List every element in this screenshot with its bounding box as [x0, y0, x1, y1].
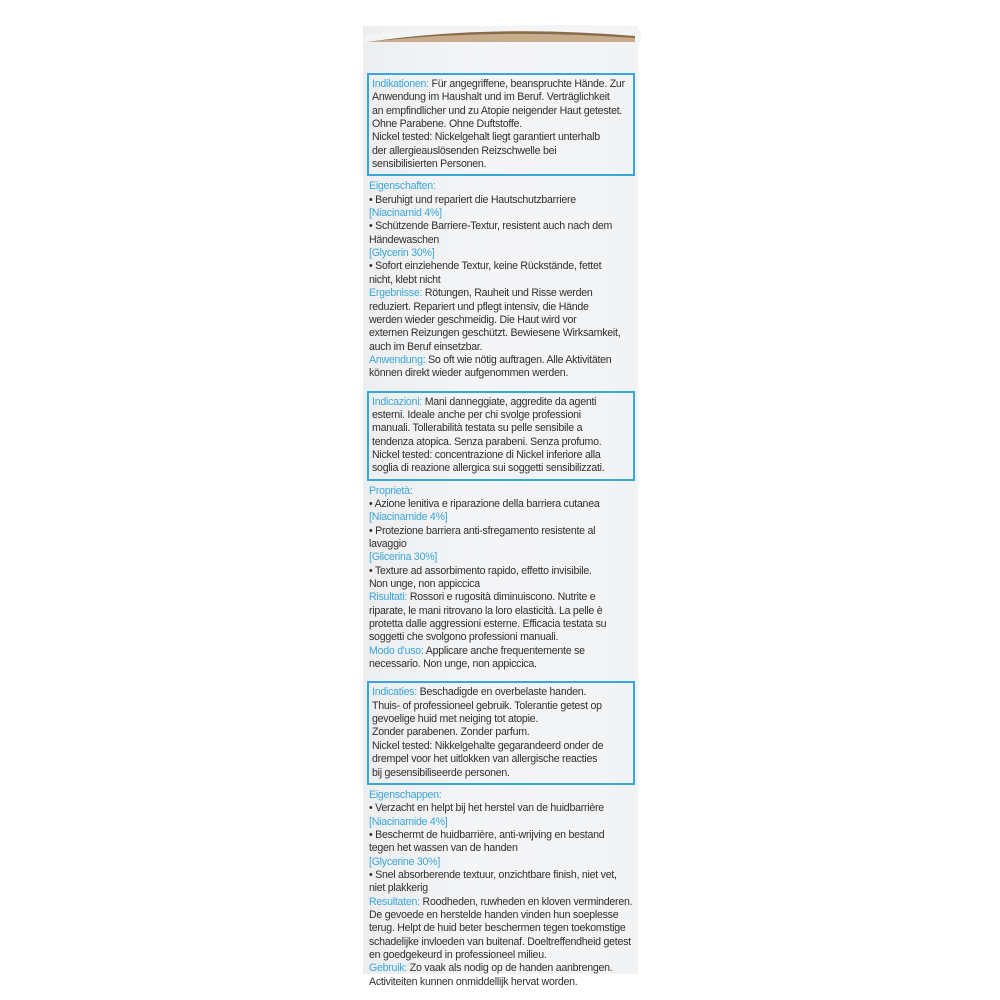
- text-line: werden wieder geschmeidig. Die Haut wird vor: [369, 313, 577, 326]
- section-label: [Glycerin 30%]: [369, 247, 435, 260]
- text-line: [369, 485, 633, 498]
- section-label: [Niacinamide 4%]: [369, 511, 448, 524]
- package-text: [367, 73, 635, 999]
- section-label: Eigenschappen:: [369, 788, 442, 801]
- text-line: • Protezione barriera anti-sfregamento resistente al: [369, 524, 596, 537]
- text-line: Activiteiten kunnen onmiddellijk hervat worden.: [369, 975, 578, 988]
- text-line: tegen het wassen van de handen: [369, 842, 518, 855]
- text-line: • Beschermt de huidbarrière, anti-wrijving en bestand: [369, 828, 605, 841]
- text-line: externen Reizungen geschützt. Bewiesene Wirksamkeit,: [369, 327, 621, 340]
- text-line: gevoelige huid met neiging tot atopie.: [372, 713, 539, 726]
- line-text: Für angegriffene, beanspruchte Hände. Zur: [431, 78, 625, 90]
- section-label: [Glicerina 30%]: [369, 551, 438, 564]
- section-label: Risultati:: [369, 591, 408, 604]
- text-line: • Azione lenitiva e riparazione della barriera cutanea: [369, 497, 600, 510]
- section-label: Gebruik:: [369, 962, 408, 975]
- text-line: Zonder parabenen. Zonder parfum.: [372, 726, 530, 739]
- text-line: reduziert. Repariert und pflegt intensiv, die Hände: [369, 300, 589, 313]
- text-line: [369, 551, 633, 564]
- section-label: Resultaten:: [369, 895, 420, 908]
- info-box-de: [367, 73, 635, 176]
- text-line: • Sofort einziehende Textur, keine Rückstände, fettet: [369, 260, 602, 273]
- line-text: So oft wie nötig auftragen. Alle Aktivitäten: [428, 353, 612, 366]
- text-line: manuali. Tollerabilità testata su pelle sensibile a: [372, 422, 583, 435]
- section-label: Indikationen:: [372, 78, 429, 90]
- text-line: Nickel tested: Nickelgehalt liegt garantiert unterhalb: [372, 131, 600, 144]
- text-line: an empfindlicher und zu Atopie neigender Haut getestet.: [372, 104, 623, 117]
- text-line: soglia di reazione allergica sui soggetti sensibilizzati.: [372, 462, 605, 475]
- section-label: Ergebnisse:: [369, 287, 423, 300]
- text-line: [369, 591, 633, 604]
- text-line: lavaggio: [369, 538, 407, 550]
- text-line: [369, 180, 633, 193]
- section-label: Indicaties:: [372, 686, 417, 699]
- text-line: sensibilisierten Personen.: [372, 158, 487, 171]
- text-line: können direkt wieder aufgenommen werden.: [369, 367, 569, 380]
- section-label: Eigenschaften:: [369, 180, 436, 193]
- text-line: De gevoede en herstelde handen vinden hun soeplesse: [369, 908, 619, 921]
- text-line: Thuis- of professioneel gebruik. Tolerantie getest op: [372, 699, 602, 712]
- text-line: [372, 686, 630, 699]
- text-line: riparate, le mani ritrovano la loro elasticità. La pelle è: [369, 604, 603, 617]
- line-text: Rötungen, Rauheit und Risse werden: [424, 287, 593, 300]
- line-text: Applicare anche frequentemente se: [425, 644, 585, 657]
- text-line: en goedgekeurd in professioneel milieu.: [369, 948, 547, 961]
- text-line: • Beruhigt und repariert die Hautschutzbarriere: [369, 193, 576, 206]
- section-label: [Niacinamid 4%]: [369, 207, 442, 220]
- text-line: auch im Beruf einsetzbar.: [369, 340, 483, 353]
- text-line: drempel voor het uitlokken van allergische reacties: [372, 753, 598, 766]
- text-line: necessario. Non unge, non appiccica.: [369, 658, 537, 671]
- info-box-nl: [367, 681, 635, 784]
- text-line: der allergieauslösenden Reizschwelle bei: [372, 144, 557, 157]
- text-line: [369, 816, 633, 829]
- section-label: Anwendung:: [369, 353, 426, 366]
- text-line: terug. Helpt de huid beter beschermen tegen toekomstige: [369, 922, 626, 935]
- text-line: [369, 354, 633, 367]
- text-line: niet plakkerig: [369, 882, 428, 895]
- text-line: tendenza atopica. Senza parabeni. Senza profumo.: [372, 435, 602, 448]
- line-text: Rossori e rugosità diminuiscono. Nutrite e: [409, 591, 596, 604]
- text-line: [369, 645, 633, 658]
- text-line: soggetti che svolgono professioni manuali.: [369, 631, 559, 644]
- details-de: [367, 180, 635, 380]
- section-label: Proprietà:: [369, 484, 413, 497]
- text-line: Nickel tested: Nikkelgehalte gegarandeerd onder de: [372, 739, 604, 752]
- text-line: • Snel absorberende textuur, onzichtbare finish, niet vet,: [369, 868, 617, 881]
- text-line: [369, 247, 633, 260]
- text-line: Anwendung im Haushalt und im Beruf. Verträglichkeit: [372, 91, 610, 104]
- text-line: protetta dalle aggressioni esterne. Efficacia testata su: [369, 618, 607, 631]
- box-top-flap: [363, 20, 641, 42]
- details-nl: [367, 789, 635, 989]
- text-line: esterni. Ideale anche per chi svolge professioni: [372, 408, 581, 421]
- text-line: bij gesensibiliseerde personen.: [372, 766, 510, 779]
- text-line: Ohne Parabene. Ohne Duftstoffe.: [372, 118, 522, 131]
- text-line: Händewaschen: [369, 233, 440, 246]
- line-text: Roodheden, ruwheden en kloven verminderen.: [422, 895, 633, 908]
- line-text: Beschadigde en overbelaste handen.: [419, 686, 587, 699]
- text-line: • Texture ad assorbimento rapido, effetto invisibile.: [369, 564, 592, 577]
- text-line: [369, 856, 633, 869]
- section-label: [Glycerine 30%]: [369, 855, 441, 868]
- line-text: Mani danneggiate, aggredite da agenti: [424, 395, 597, 408]
- text-line: Non unge, non appiccica: [369, 578, 480, 591]
- section-label: Modo d'uso:: [369, 644, 424, 657]
- text-line: • Verzacht en helpt bij het herstel van de huidbarrière: [369, 802, 604, 815]
- text-line: [372, 396, 630, 409]
- text-line: schadelijke invloeden van buitenaf. Doeltreffendheid getest: [369, 935, 631, 948]
- text-line: [369, 789, 633, 802]
- text-line: Nickel tested: concentrazione di Nickel inferiore alla: [372, 448, 601, 461]
- line-text: Zo vaak als nodig op de handen aanbrengen.: [409, 962, 613, 975]
- text-line: [372, 78, 630, 91]
- info-box-it: [367, 391, 635, 481]
- section-label: Indicazioni:: [372, 395, 422, 408]
- text-line: [369, 207, 633, 220]
- text-line: [369, 287, 633, 300]
- section-label: [Niacinamide 4%]: [369, 815, 448, 828]
- details-it: [367, 485, 635, 672]
- text-line: [369, 896, 633, 909]
- text-line: [369, 511, 633, 524]
- text-line: nicht, klebt nicht: [369, 273, 441, 286]
- text-line: • Schützende Barriere-Textur, resistent auch nach dem: [369, 220, 613, 233]
- text-line: [369, 962, 633, 975]
